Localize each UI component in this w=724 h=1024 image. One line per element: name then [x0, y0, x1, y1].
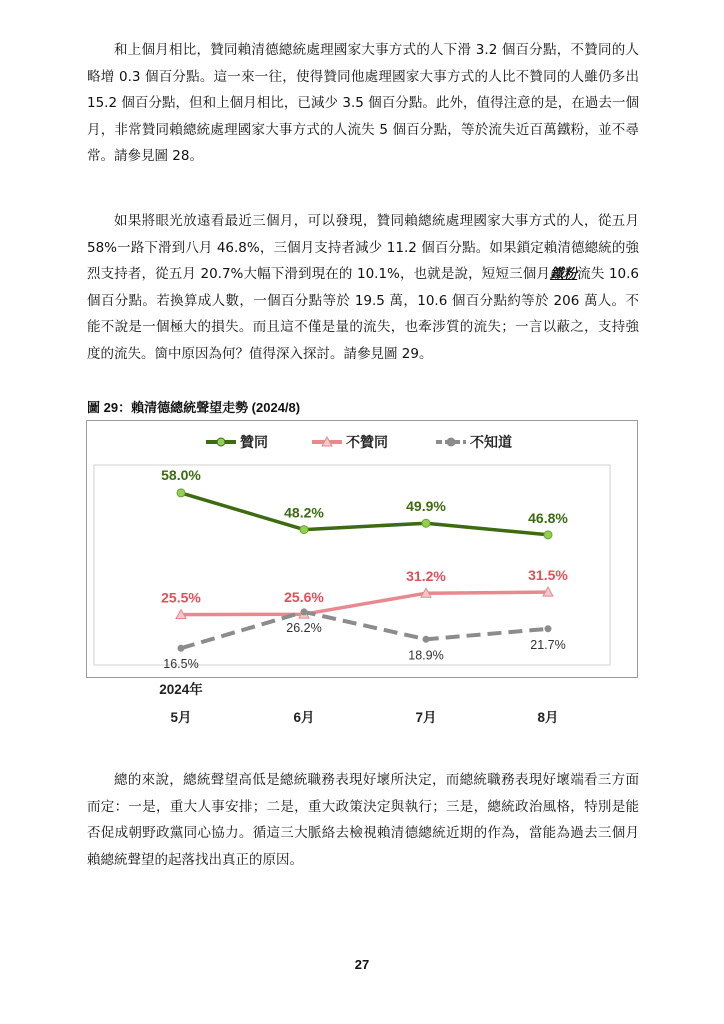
legend-label: 不知道: [470, 434, 512, 450]
data-label: 31.5%: [528, 567, 568, 584]
data-label: 25.6%: [284, 589, 324, 606]
legend-item-2: [312, 434, 388, 450]
x-axis-year-label: 2024年: [159, 682, 203, 697]
paragraph-2-text-a: 如果將眼光放遠看最近三個月，可以發現，贊同賴總統處理國家大事方式的人，從五月 58%一路下滑到八月 46.8%，三個月支持者減少 11.2 個百分點。如果鎖定賴清德總統的強烈支持者，從五月 20.7%大幅下滑到現在的 10.1%，也就是說，短短三個月: [87, 213, 639, 282]
data-point: [422, 519, 430, 527]
x-tick-label: 5月: [170, 710, 192, 725]
paragraph-2: [87, 208, 639, 367]
legend-label: 贊同: [240, 434, 268, 450]
data-label: 21.7%: [530, 637, 566, 652]
data-point: [544, 531, 552, 539]
paragraph-2-text-b: 流失 10.6 個百分點。若換算成人數，一個百分點等於 19.5 萬，10.6 個百分點約等於 206 萬人。不能不說是一個極大的損失。而且這不僅是量的流失，也牽涉質的流失；一言以蔽之，支持強度的流失。箇中原因為何？值得深入探討。請參見圖 29。: [87, 266, 639, 362]
data-point: [545, 626, 551, 632]
paragraph-2-emphasis: 鐵粉: [549, 266, 578, 282]
data-point: [177, 489, 185, 497]
data-label: 31.2%: [406, 568, 446, 585]
chart-legend: [206, 434, 512, 450]
legend-item-3: [436, 434, 512, 450]
plot-area: [94, 465, 610, 665]
data-label: 46.8%: [528, 509, 568, 526]
paragraph-3: 總的來說，總統聲望高低是總統職務表現好壞所決定，而總統職務表現好壞端看三方面而定：一是，重大人事安排；二是，重大政策決定與執行；三是，總統政治風格，特別是能否促成朝野政黨同心協力。循這三大脈絡去檢視賴清德總統近期的作為，當能為過去三個月賴總統聲望的起落找出真正的原因。: [87, 772, 639, 868]
data-point: [301, 609, 307, 615]
data-label: 18.9%: [408, 648, 444, 663]
data-label: 26.2%: [286, 620, 322, 635]
legend-label: 不贊同: [346, 434, 388, 450]
data-label: 16.5%: [163, 657, 199, 672]
x-tick-label: 8月: [537, 710, 559, 725]
figure-title: 圖 29：賴清德總統聲望走勢 (2024/8): [87, 400, 301, 415]
legend-marker: [217, 438, 225, 446]
data-point: [300, 526, 308, 534]
data-point: [423, 636, 429, 642]
legend-marker: [447, 438, 455, 446]
x-tick-label: 6月: [293, 710, 315, 725]
approval-line-chart: [86, 420, 646, 735]
x-tick-label: 7月: [415, 710, 437, 725]
x-axis: [159, 681, 558, 725]
page-number: 27: [354, 957, 370, 972]
data-point: [178, 645, 184, 651]
paragraph-1: 和上個月相比，贊同賴清德總統處理國家大事方式的人下滑 3.2 個百分點，不贊同的人略增 0.3 個百分點。這一來一往，使得贊同他處理國家大事方式的人比不贊同的人雖仍多出 15.2 個百分點，但和上個月相比，已減少 3.5 個百分點。此外，值得注意的是，在過去一個月，非常贊同賴總統處理國家大事方式的人流失 5 個百分點，等於流失近百萬鐵粉，並不尋常。請參見圖 28。: [87, 42, 639, 164]
legend-item-1: [206, 434, 268, 450]
data-label: 58.0%: [161, 466, 201, 483]
data-label: 49.9%: [406, 498, 446, 515]
data-label: 48.2%: [284, 504, 324, 521]
data-label: 25.5%: [161, 589, 201, 606]
